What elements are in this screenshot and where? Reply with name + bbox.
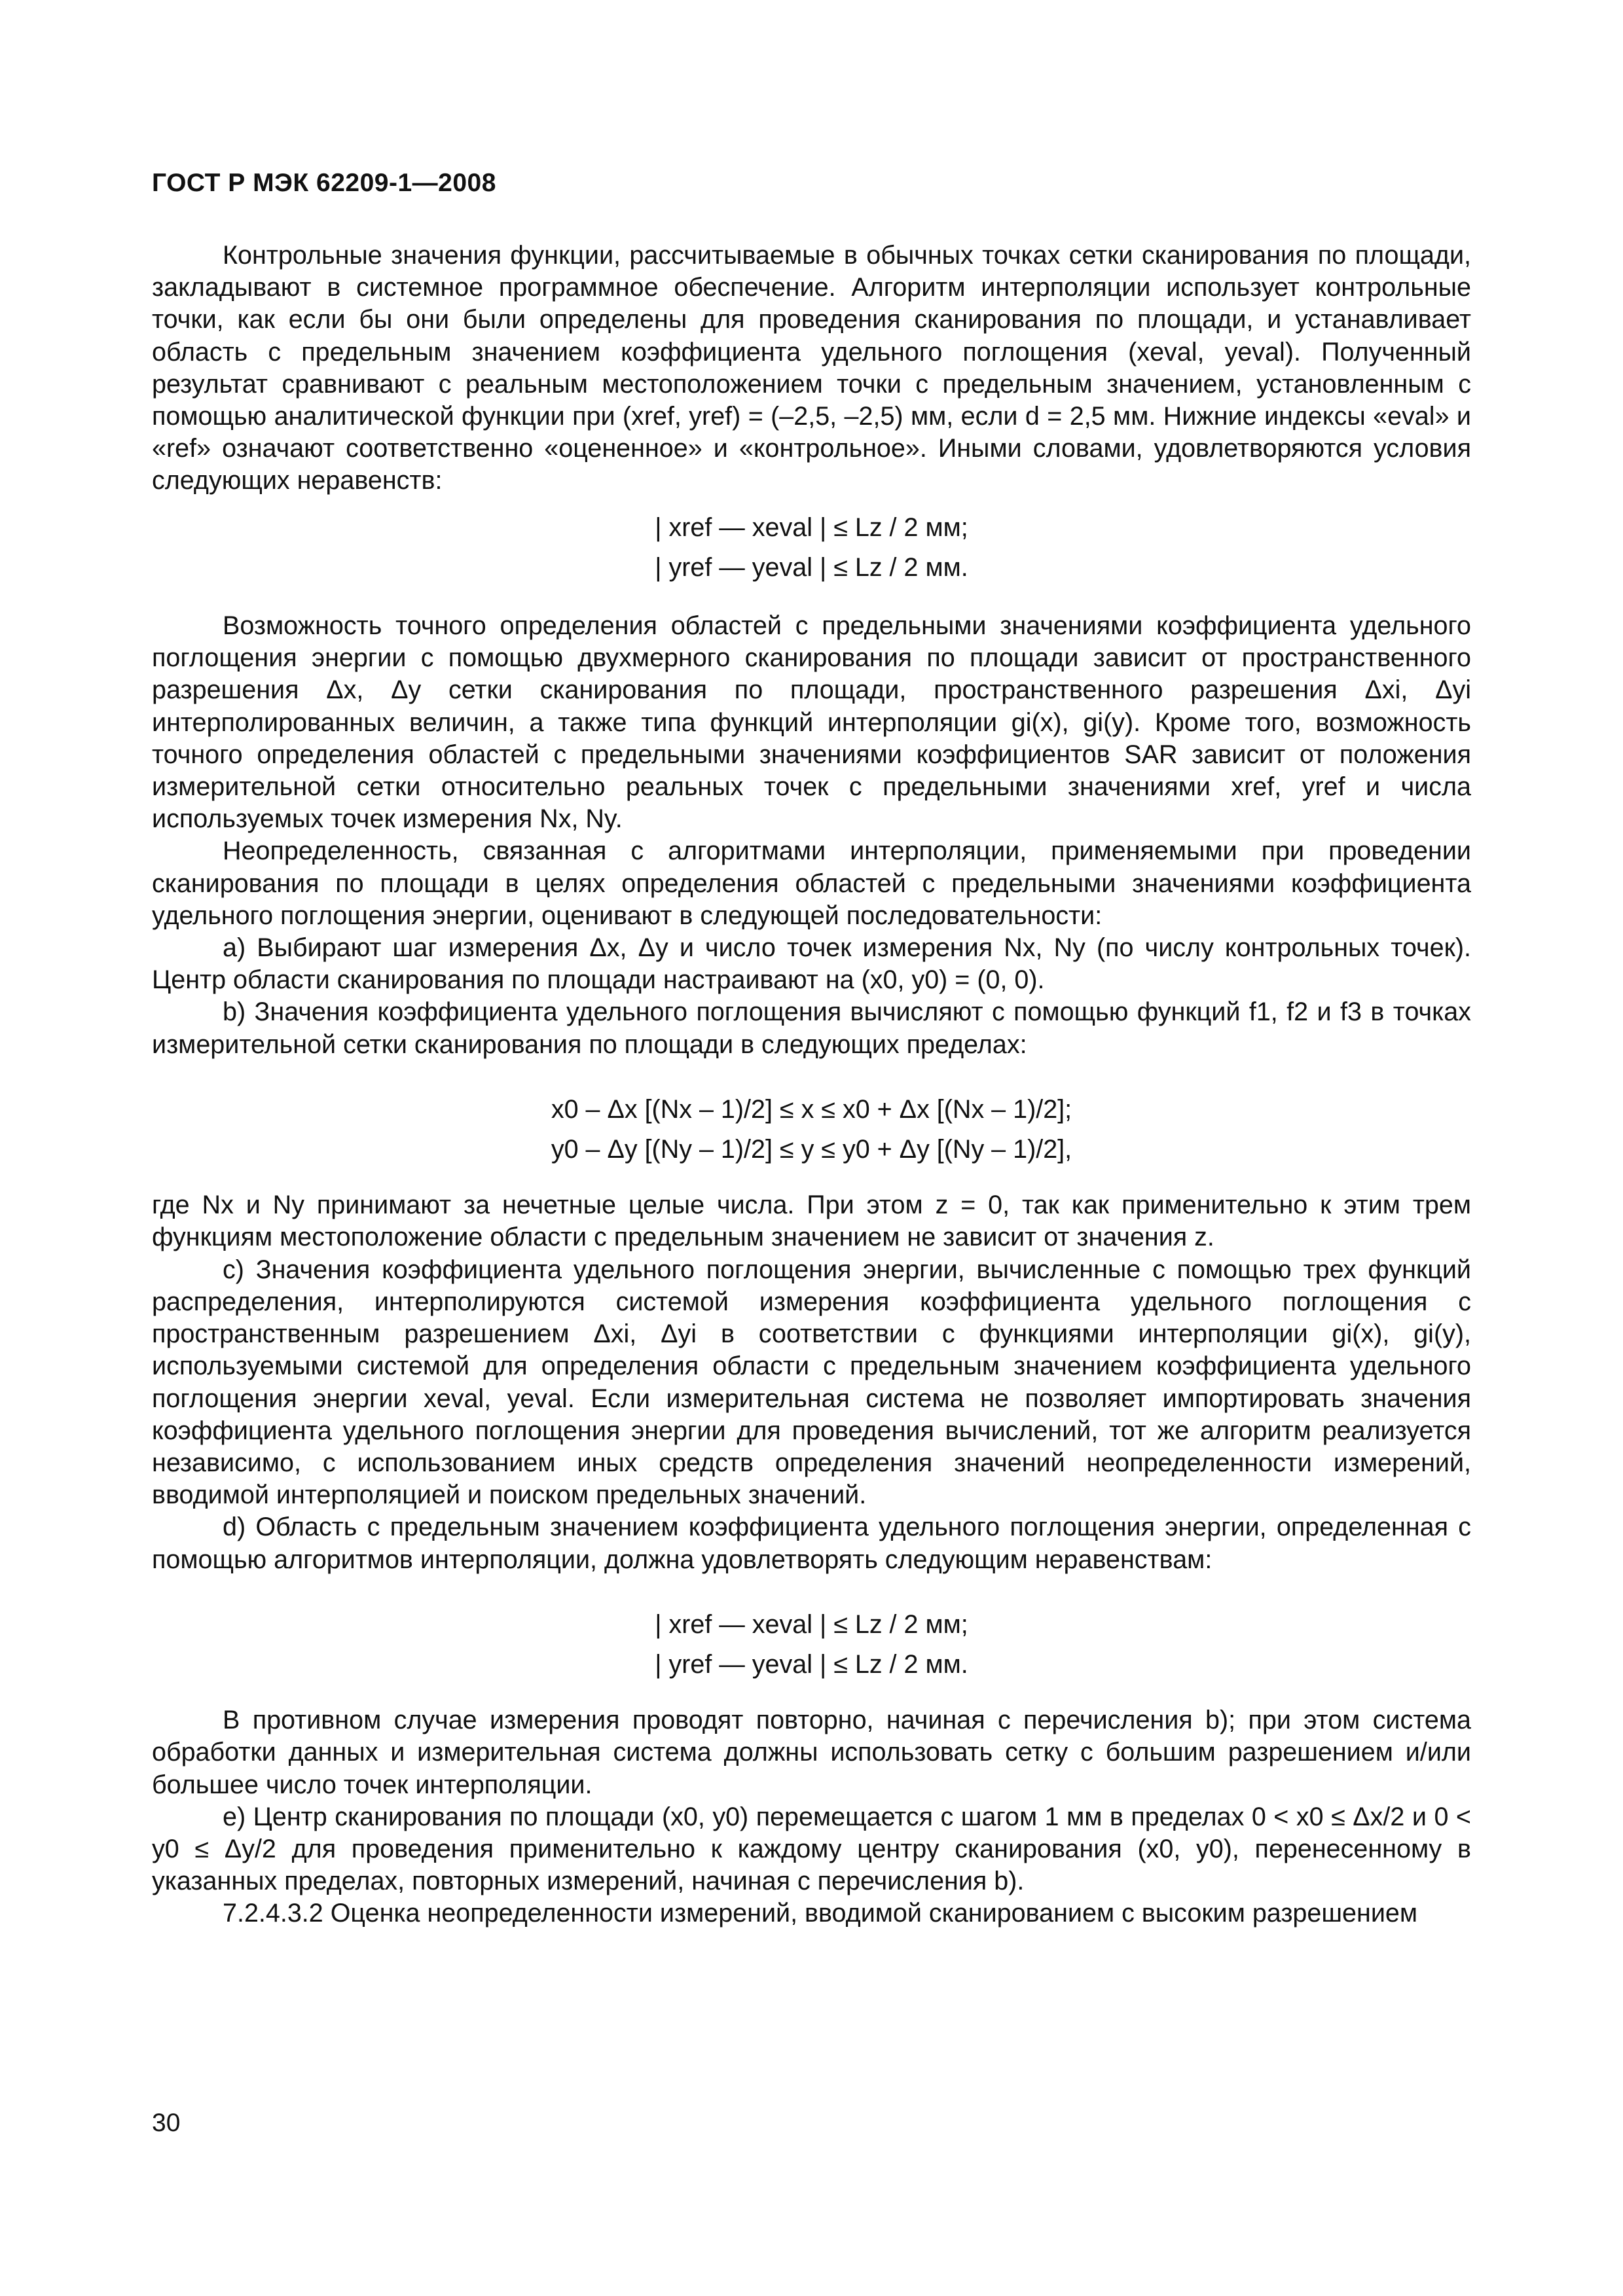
paragraph-step-c: c) Значения коэффициента удельного поглощения энергии, вычисленные с помощью трех функций распределения, интерполируются системой измерения коэффициента удельного поглощения с пространственным разрешением Δxi, Δyi в соответствии с функциями интерполяции gi(x), gi(y), используемыми системой для определения области с предельным значением коэффициента удельного поглощения энергии xeval, yeval. Если измерительная система не позволяет импортировать значения коэффициента удельного поглощения энергии для проведения вычислений, тот же алгоритм реализуется независимо, с использованием иных средств определения значений неопределенности измерений, вводимой интерполяцией и поиском предельных значений. [152, 1255, 1471, 1510]
equation-y-inequality: | yref — yeval | ≤ Lz / 2 мм. [655, 552, 968, 582]
document-body [152, 240, 1471, 1930]
paragraph-step-d: d) Область с предельным значением коэффициента удельного поглощения энергии, определенная с помощью алгоритмов интерполяции, должна удовлетворять следующим неравенствам: [152, 1513, 1471, 1574]
paragraph-step-b: b) Значения коэффициента удельного поглощения вычисляют с помощью функций f1, f2 и f3 в точках измерительной сетки сканирования по площади в следующих пределах: [152, 997, 1471, 1059]
equation-y-range: y0 – Δy [(Ny – 1)/2] ≤ y ≤ y0 + Δy [(Ny – 1)/2], [551, 1135, 1072, 1164]
paragraph-uncertainty-sequence: Неопределенность, связанная с алгоритмами интерполяции, применяемыми при проведении сканирования по площади в целях определения областей с предельными значениями коэффициента удельного поглощения энергии, оценивают в следующей последовательности: [152, 836, 1471, 930]
paragraph-otherwise: В противном случае измерения проводят повторно, начиная с перечисления b); при этом система обработки данных и измерительная система должны использовать сетку с большим разрешением и/или большее число точек интерполяции. [152, 1706, 1471, 1799]
paragraph-reference-values: Контрольные значения функции, рассчитываемые в обычных точках сетки сканирования по площади, закладывают в системное программное обеспечение. Алгоритм интерполяции использует контрольные точки, как если бы они были определены для проведения сканирования по площади, и устанавливает область с предельным значением коэффициента удельного поглощения (xeval, yeval). Полученный результат сравнивают с реальным местоположением точки с предельным значением, установленным с помощью аналитической функции при (xref, yref) = (–2,5, –2,5) мм, если d = 2,5 мм. Нижние индексы «eval» и «ref» означают соответственно «оцененное» и «контрольное». Иными словами, удовлетворяются условия следующих неравенств: [152, 241, 1471, 495]
page-number: 30 [152, 2109, 181, 2137]
paragraph-odd-integers: где Nx и Ny принимают за нечетные целые числа. При этом z = 0, так как применительно к этим трем функциям местоположение области с предельным значением не зависит от значения z. [152, 1191, 1471, 1252]
paragraph-section-heading: 7.2.4.3.2 Оценка неопределенности измерений, вводимой сканированием с высоким разрешением [223, 1899, 1418, 1928]
equation-y-inequality-2: | yref — yeval | ≤ Lz / 2 мм. [655, 1649, 968, 1679]
document-header-title: ГОСТ Р МЭК 62209-1—2008 [152, 169, 496, 197]
equation-x-range: x0 – Δx [(Nx – 1)/2] ≤ x ≤ x0 + Δx [(Nx – 1)/2]; [551, 1094, 1072, 1124]
paragraph-step-e: e) Центр сканирования по площади (x0, y0) перемещается с шагом 1 мм в пределах 0 < x0 ≤ Δx/2 и 0 < y0 ≤ Δy/2 для проведения применительно к каждому центру сканирования (x0, y0), перенесенному в указанных пределах, повторных измерений, начиная с перечисления b). [152, 1802, 1471, 1896]
equation-x-inequality-2: | xref — xeval | ≤ Lz / 2 мм; [655, 1609, 968, 1639]
equation-x-inequality: | xref — xeval | ≤ Lz / 2 мм; [655, 512, 968, 542]
paragraph-step-a: a) Выбирают шаг измерения Δx, Δy и число точек измерения Nx, Ny (по числу контрольных точек). Центр области сканирования по площади настраивают на (x0, y0) = (0, 0). [152, 933, 1471, 995]
paragraph-accuracy: Возможность точного определения областей с предельными значениями коэффициента удельного поглощения энергии с помощью двухмерного сканирования по площади зависит от пространственного разрешения Δx, Δy сетки сканирования по площади, пространственного разрешения Δxi, Δyi интерполированных величин, а также типа функций интерполяции gi(x), gi(y). Кроме того, возможность точного определения областей с предельными значениями коэффициентов SAR зависит от положения измерительной сетки относительно реальных точек с предельными значениями xref, yref и числа используемых точек измерения Nx, Ny. [152, 611, 1472, 834]
